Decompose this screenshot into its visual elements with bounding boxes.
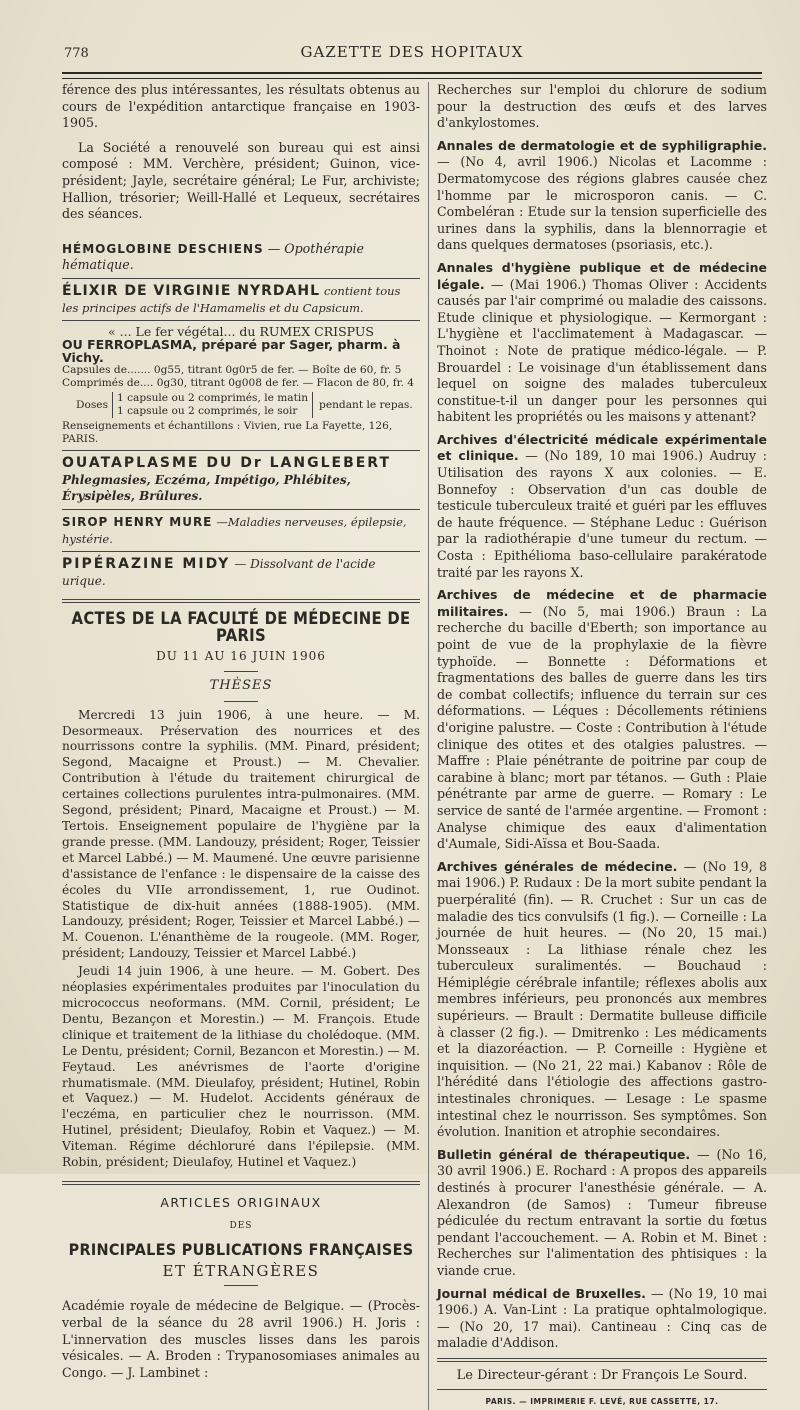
divider — [62, 1181, 420, 1185]
dose-2: 1 capsule ou 2 comprimés, le soir — [117, 405, 298, 418]
divider — [62, 509, 420, 510]
entry-text: — (No 4, avril 1906.) Nicolas et Lacomme : Dermatomycose des régions glabres causée chez l'homme par le microsporon canis. — C. Combeléran : Etude sur la tension superficielle des urines dans la syphilis, dans la blennorragie et dans quelques dermatoses (psoriasis, etc.). — [437, 154, 767, 253]
divider — [437, 1389, 767, 1390]
entry-text: — (No 189, 10 mai 1906.) Audruy : Utilisation des rayons X aux colonies. — E. Bonnefoy : Observation d'un cas double de testicule tuberculeux traité et guéri par les effluves de haute fréquence. — Stéphane Leduc : Guérison par la radiothérapie d'une tumeur du rectum. — Costa : Epithélioma baso-cellulaire parakératode traité par les rayons X. — [437, 448, 767, 580]
running-title: GAZETTE DES HOPITAUX — [300, 43, 524, 61]
divider — [62, 599, 420, 603]
ad-hemoglobine-title: HÉMOGLOBINE DESCHIENS — [62, 241, 264, 256]
divider — [62, 278, 420, 279]
ad-piperazine-sub: — Dissolvant de l'acide urique. — [62, 557, 376, 588]
theses-paragraph-1: Mercredi 13 juin 1906, à une heure. — M. Desormeaux. Préservation des nourrices et des nourrissons contre la syphilis. (MM. Pinard, président; Segond, Macaigne et Proust.) — M. Chevalier. Contribution à l'étude du traitement chirurgical de certaines collections purulentes intra-pulmonaires. (MM. Segond, président; Pinard, Macaigne et Proust.) — M. Tertois. Enseignement populaire de l'hygiène par la grande presse. (MM. Landouzy, président; Roger, Teissier et Marcel Labbé.) — M. Maumené. Une œuvre parisienne d'assistance de l'enfance : le dispensaire de la caisse des écoles du VIIe arrondissement, 1, rue Oudinot. Statistique de dix-huit années (1888-1905). (MM. Landouzy, président; Roger, Teissier et Marcel Labbé.) — M. Couenon. L'énanthème de la rougeole. (MM. Roger, président; Landouzy, Teissier et Marcel Labbé.) — [62, 707, 420, 961]
publications-heading: PRINCIPALES PUBLICATIONS FRANÇAISES — [68, 1240, 414, 1260]
theses-heading: THÈSES — [209, 678, 273, 694]
left-column — [62, 82, 420, 1381]
divider — [224, 1285, 258, 1286]
director-line: Le Directeur-gérant : Dr François Le Sourd. — [456, 1367, 748, 1383]
acts-heading: ACTES DE LA FACULTÉ DE MÉDECINE DE PARIS — [71, 609, 411, 645]
page-number: 778 — [64, 46, 89, 61]
entry-bulletin-therapeutique — [437, 1147, 767, 1280]
ad-piperazine — [62, 556, 420, 589]
entry-archives-generales — [437, 859, 767, 1141]
ad-ouataplasme-title: OUATAPLASME DU Dr LANGLEBERT — [62, 455, 391, 472]
journal-title: Archives générales de médecine. — [437, 858, 678, 874]
entry-text: — (Mai 1906.) Thomas Oliver : Accidents causés par l'air comprimé ou maladie des caissons. Etude clinique et physiologique. — Kermorgant : L'hygiène et l'acclimatement à Madagascar. — Thoinot : Note de pratique médico-légale. — P. Brouardel : Le voisinage d'un établissement dans lequel on soigne des malades tuberculeux constitue-t-il un danger pour les personnes qui habitent les propriétés ou les maisons y attenant? — [437, 276, 767, 425]
theses-paragraph-2: Jeudi 14 juin 1906, à une heure. — M. Gobert. Des néoplasies expérimentales produites par l'inoculation du micrococcus neoformans. (MM. Cornil, président; Le Dentu, Bezançon et Morestin.) — M. François. Etude clinique et traitement de la lithiase du cholédoque. (MM. Le Dentu, président; Cornil, Bezancon et Morestin.) — M. Feytaud. Les anévrismes de l'aorte d'origine rhumatismale. (MM. Dieulafoy, président; Hutinel, Robin et Vaquez.) — M. Hudelot. Accidents généraux de l'eczéma, en particulier chez le nourrisson. (MM. Hutinel, président; Dieulafoy, Robin et Vaquez.) — M. Viteman. Régime déchloruré dans l'épilepsie. (MM. Robin, président; Dieulafoy, Hutinel et Vaquez.) — [62, 964, 420, 1170]
entry-archives-militaires — [437, 587, 767, 853]
ad-ferroplasma-line3: Capsules de....... 0g55, titrant 0g0r5 de fer. — Boîte de 60, fr. 5 — [62, 364, 402, 377]
doses-label: Doses — [76, 398, 109, 411]
academie-journal: Académie royale de médecine de Belgique. — (Procès-verbal de la séance du 28 avril 1906.) H. Joris : L'innervation des muscles lisses dans les parois vésicales. — A. Broden : Trypanosomiases animales au Congo. — J. Lambinet : — [62, 1298, 420, 1380]
ad-ferroplasma-line4: Comprimés de.... 0g30, titrant 0g008 de fer. — Flacon de 80, fr. 4 — [62, 377, 415, 390]
header-rule — [62, 72, 762, 79]
ad-elixir-title: ÉLIXIR DE VIRGINIE NYRDAHL — [62, 282, 321, 299]
journal-title: Bulletin général de thérapeutique. — [437, 1146, 691, 1162]
articles-heading: ARTICLES ORIGINAUX — [160, 1194, 322, 1210]
right-column — [428, 82, 767, 1410]
divider — [62, 320, 420, 321]
journal-title: Archives de médecine et de pharmacie militaires. — [437, 587, 767, 619]
ad-hemoglobine-sub: — Opothérapie hématique. — [62, 240, 364, 273]
ad-ouataplasme-sub: Phlegmasies, Eczéma, Impétigo, Phlébites, Érysipèles, Brûlures. — [62, 472, 351, 504]
journal-title: Annales d'hygiène publique et de médecine légale. — [437, 259, 767, 292]
entry-text: — (No 19, 8 mai 1906.) P. Rudaux : De la mort subite pendant la puerpéralité (fin). — R. Cruchet : Sur un cas de maladie des tics convulsifs (1 fig.). — Corneille : La journée de huit heures. — (No 20, 15 mai.) Monsseaux : La lithiase rénale chez les tuberculeux suralimentés. — Bouchaud : Hémiplégie cérébrale infantile; réflexes abolis aux membres inférieurs, peu prononcés aux membres supérieurs. — Brault : Dermatite bulleuse difficile à classer (2 fig.). — Dmitrenko : Les médicaments et la diazoréaction. — P. Corneille : Hygiène et inquisition. — (No 21, 22 mai.) Kabanov : Rôle de l'hérédité dans l'étiologie des affections gastro-intestinales chroniques. — Lesage : Le spasme intestinal chez le nourrisson. Ses symptômes. Son évolution. Inanition et atrophie secondaires. — [437, 858, 767, 1140]
ad-ferroplasma-line5: Renseignements et échantillons : Vivien, rue La Fayette, 126, PARIS. — [62, 420, 393, 446]
ad-ouataplasme — [62, 455, 420, 505]
entry-text: — (No 19, 10 mai 1906.) A. Van-Lint : La pratique ophtalmologique. — (No 20, 17 mai). Cantineau : Cinq cas de maladie d'Addison. — [437, 1285, 767, 1351]
entry-archives-electricite — [437, 432, 767, 581]
ad-sirop-title: SIROP HENRY MURE — [62, 514, 213, 529]
dose-1: 1 capsule ou 2 comprimés, le matin — [117, 392, 309, 405]
journal-title: Journal médical de Bruxelles. — [437, 1285, 646, 1301]
imprint-line: PARIS. — IMPRIMERIE F. LEVÉ, RUE CASSETTE, 17. — [485, 1396, 719, 1406]
academie-paragraph — [62, 1298, 420, 1381]
society-paragraph: La Société a renouvelé son bureau qui est ainsi composé : MM. Verchère, président; Guinon, vice-président; Jayle, secrétaire général; Le Fur, archiviste; Hallion, trésorier; Weill-Hallé et Lequeux, secrétaires des séances. — [62, 139, 420, 222]
divider — [62, 551, 420, 552]
divider — [224, 671, 258, 672]
entry-annales-dermatologie — [437, 138, 767, 254]
ad-elixir — [62, 283, 420, 316]
dose-time: pendant le repas. — [319, 398, 413, 411]
ad-ferroplasma-doses — [76, 392, 420, 418]
divider — [224, 701, 258, 702]
right-continued-paragraph: Recherches sur l'emploi du chlorure de sodium pour la destruction des œufs et des larves d'ankylostomes. — [437, 82, 767, 131]
ad-sirop — [62, 514, 420, 547]
ad-ferroplasma — [62, 325, 420, 446]
ad-ferroplasma-line2: OU FERROPLASMA, préparé par Sager, pharm. à Vichy. — [62, 337, 401, 366]
ad-sirop-sub: —Maladies nerveuses, épilepsie, hystérie. — [62, 514, 407, 546]
page-header — [62, 40, 762, 68]
ad-ferroplasma-line1: « ... Le fer végétal... du RUMEX CRISPUS — [108, 324, 374, 340]
divider — [62, 450, 420, 451]
ad-hemoglobine — [62, 241, 420, 274]
divider — [437, 1358, 767, 1362]
intro-paragraph: férence des plus intéressantes, les résultats obtenus au cours de l'expédition antarctique française en 1903-1905. — [62, 82, 420, 131]
ad-piperazine-title: PIPÉRAZINE MIDY — [62, 556, 231, 573]
articles-des: DES — [229, 1220, 253, 1231]
journal-title: Annales de dermatologie et de syphiligraphie. — [437, 137, 767, 153]
entry-annales-hygiene — [437, 260, 767, 426]
ad-elixir-sub: contient tous les principes actifs de l'Hamamelis et du Capsicum. — [62, 283, 401, 315]
etrangeres-heading: ET ÉTRANGÈRES — [162, 1261, 320, 1280]
entry-text: — (No 16, 30 avril 1906.) E. Rochard : A propos des appareils destinés à procurer l'anesthésie générale. — A. Alexandron (de Samos) : Tumeur fibreuse pédiculée du rectum entravant la sortie du fœtus pendant l'accouchement. — A. Robin et M. Binet : Recherches sur l'alimentation des phtisiques : la viande crue. — [437, 1146, 767, 1278]
journal-title: Archives d'électricité médicale expérimentale et clinique. — [437, 431, 767, 464]
acts-dates: DU 11 AU 16 JUIN 1906 — [156, 649, 326, 664]
entry-text: — (No 5, mai 1906.) Braun : La recherche du bacille d'Eberth; son importance au point de vue de la prophylaxie de la fièvre typhoïde. — Bonnette : Déformations et fragmentations des balles de guerre dans les tirs de combat collectifs; influence du terrain sur ces déformations. — Léques : Décollements rétiniens d'origine palustre. — Coste : Contribution à l'étude clinique des otites et des otalgies palustres. — Maffre : Plaie pénétrante de poitrine par coup de carabine à blanc; mort par tétanos. — Guth : Plaie pénétrante par arme de guerre. — Romary : Le service de santé de l'armée argentine. — Fromont : Analyse chimique des eaux d'alimentation d'Aumale, Sidi-Aïssa et Bou-Saada. — [437, 603, 767, 852]
entry-journal-bruxelles — [437, 1286, 767, 1352]
doses-list — [112, 392, 313, 418]
